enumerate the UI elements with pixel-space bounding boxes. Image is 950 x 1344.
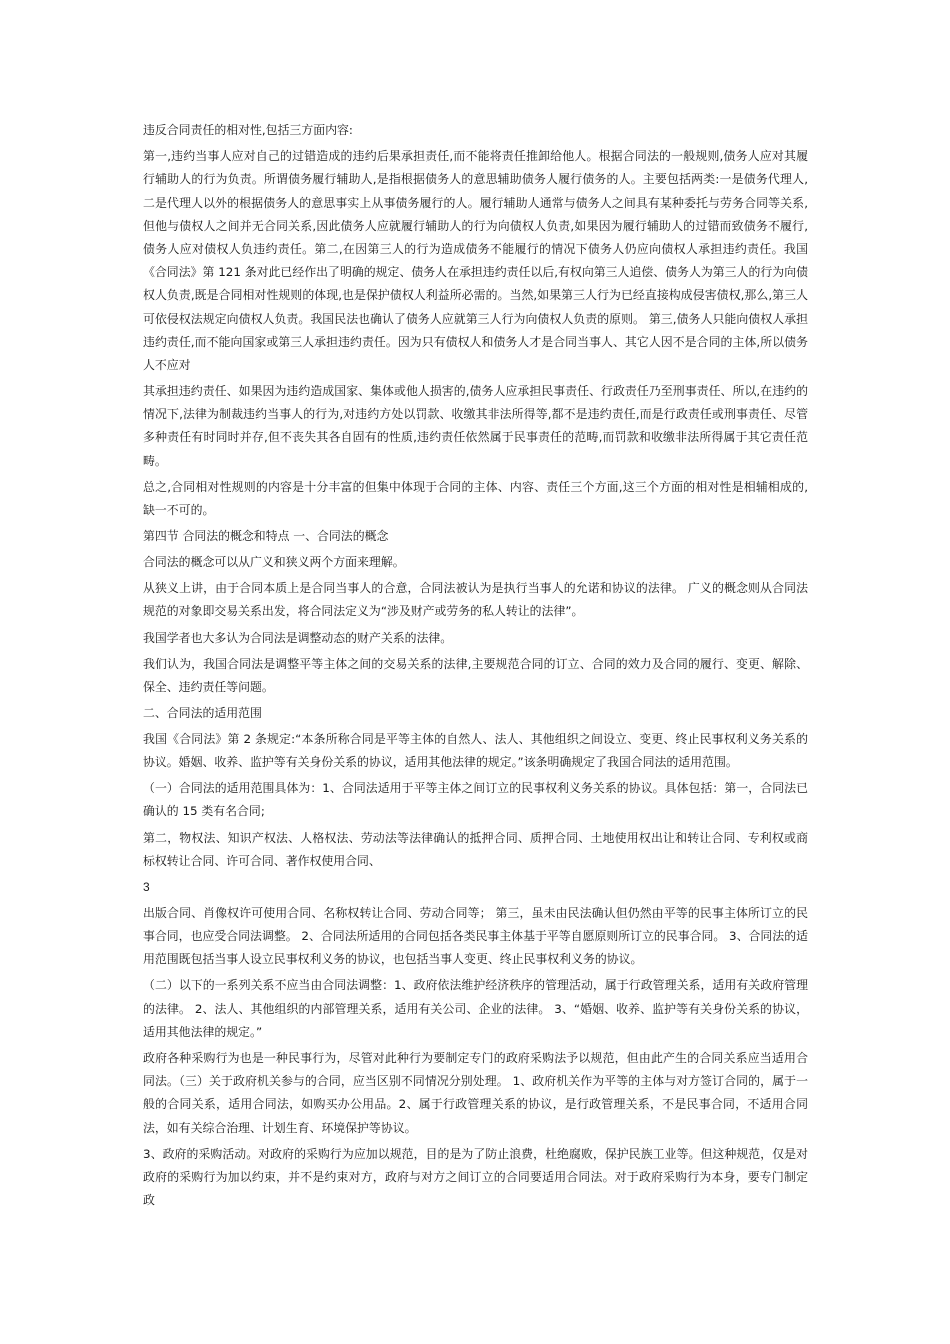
- document-body: [143, 119, 808, 1215]
- paragraph-scope-details: （一）合同法的适用范围具体为：1、合同法适用于平等主体之间订立的民事权利义务关系的协议。具体包括：第一，合同法已确认的 15 类有名合同;: [143, 781, 808, 819]
- paragraph-concept-intro: 合同法的概念可以从广义和狭义两个方面来理解。: [143, 555, 405, 570]
- paragraph-procurement-activities: 3、政府的采购活动。对政府的采购行为应加以规范，目的是为了防止浪费，杜绝腐败，保护民族工业等。但这种规范，仅是对政府的采购行为加以约束，并不是约束对方，政府与对方之间订立的合同要适用合同法。对于政府采购行为本身，要专门制定政: [143, 1146, 808, 1208]
- paragraph-narrow-broad-sense: 从狭义上讲，由于合同本质上是合同当事人的合意，合同法被认为是执行当事人的允诺和协议的法律。 广义的概念则从合同法规范的对象即交易关系出发，将合同法定义为“涉及财产或劳务的私人转让的法律”。: [143, 581, 808, 619]
- paragraph-scholars-view: 我国学者也大多认为合同法是调整动态的财产关系的法律。: [143, 630, 453, 645]
- paragraph-our-view: 我们认为，我国合同法是调整平等主体之间的交易关系的法律,主要规范合同的订立、合同的效力及合同的履行、变更、解除、保全、违约责任等问题。: [143, 656, 808, 694]
- paragraph-government-procurement: 政府各种采购行为也是一种民事行为，尽管对此种行为要制定专门的政府采购法予以规范，但由此产生的合同关系应当适用合同法。（三）关于政府机关参与的合同，应当区别不同情况分别处理。 1、政府机关作为平等的主体与对方签订合同的，属于一般的合同关系，适用合同法，如购买办公用品。2、属于行政管理关系的协议，是行政管理关系，不是民事合同，不适用合同法，如有关综合治理、计划生育、环境保护等协议。: [143, 1050, 808, 1135]
- section-heading-scope: 二、合同法的适用范围: [143, 705, 262, 720]
- paragraph-second-category: 第二，物权法、知识产权法、人格权法、劳动法等法律确认的抵押合同、质押合同、土地使用权出让和转让合同、专利权或商标权转让合同、许可合同、著作权使用合同、: [143, 830, 808, 868]
- page-number: 3: [143, 879, 150, 894]
- paragraph-relativity-points: 第一,违约当事人应对自己的过错造成的违约后果承担责任,而不能将责任推卸给他人。根据合同法的一般规则,债务人应对其履行辅助人的行为负责。所谓债务履行辅助人,是指根据债务人的意思辅助债务人履行债务的人。主要包括两类:一是债务代理人,二是代理人以外的根据债务人的意思事实上从事债务履行的人。履行辅助人通常与债务人之间具有某种委托与劳务合同等关系,但他与债权人之间并无合同关系,因此债务人应就履行辅助人的行为向债权人负责,如果因为履行辅助人的过错而致债务不履行,债务人应对债权人负违约责任。第二,在因第三人的行为造成债务不能履行的情况下债务人仍应向债权人承担违约责任。我国《合同法》第 121 条对此已经作出了明确的规定、债务人在承担违约责任以后,有权向第三人追偿、债务人为第三人的行为向债权人负责,既是合同相对性规则的体现,也是保护债权人利益所必需的。当然,如果第三人行为已经直接构成侵害债权,那么,第三人可依侵权法规定向债权人负责。我国民法也确认了债务人应就第三人行为向债权人负责的原则。 第三,债务人只能向债权人承担违约责任,而不能向国家或第三人承担违约责任。因为只有债权人和债务人才是合同当事人、其它人因不是合同的主体,所以债务人不应对: [143, 149, 808, 372]
- paragraph-excluded-relations: （二）以下的一系列关系不应当由合同法调整：1、政府依法维护经济秩序的管理活动，属于行政管理关系，适用有关政府管理的法律。 2、法人、其他组织的内部管理关系，适用有关公司、企业的法律。 3、“婚姻、收养、监护等有关身份关系的协议，适用其他法律的规定。”: [143, 978, 808, 1039]
- paragraph-liability-continuation: 其承担违约责任、如果因为违约造成国家、集体或他人损害的,债务人应承担民事责任、行政责任乃至刑事责任、所以,在违约的情况下,法律为制裁违约当事人的行为,对违约方处以罚款、收缴其非法所得等,都不是违约责任,而是行政责任或刑事责任、尽管多种责任有时同时并存,但不丧失其各自固有的性质,违约责任依然属于民事责任的范畴,而罚款和收缴非法所得属于其它责任范畴。: [143, 384, 808, 468]
- paragraph-article-2: 我国《合同法》第 2 条规定:“本条所称合同是平等主体的自然人、法人、其他组织之间设立、变更、终止民事权利义务关系的协议。婚姻、收养、监护等有关身份关系的协议，适用其他法律的规定。”该条明确规定了我国合同法的适用范围。: [143, 731, 808, 770]
- paragraph-relativity-intro: 违反合同责任的相对性,包括三方面内容:: [143, 123, 353, 137]
- section-heading-contract-law-concept: 第四节 合同法的概念和特点 一、合同法的概念: [143, 529, 389, 544]
- paragraph-publishing-contracts: 出版合同、肖像权许可使用合同、名称权转让合同、劳动合同等； 第三，虽未由民法确认但仍然由平等的民事主体所订立的民事合同，也应受合同法调整。 2、合同法所适用的合同包括各类民事主体基于平等自愿原则所订立的民事合同。 3、合同法的适用范围既包括当事人设立民事权利义务的协议，也包括当事人变更、终止民事权利义务的协议。: [143, 905, 808, 967]
- paragraph-summary: 总之,合同相对性规则的内容是十分丰富的但集中体现于合同的主体、内容、责任三个方面,这三个方面的相对性是相辅相成的,缺一不可的。: [143, 479, 808, 517]
